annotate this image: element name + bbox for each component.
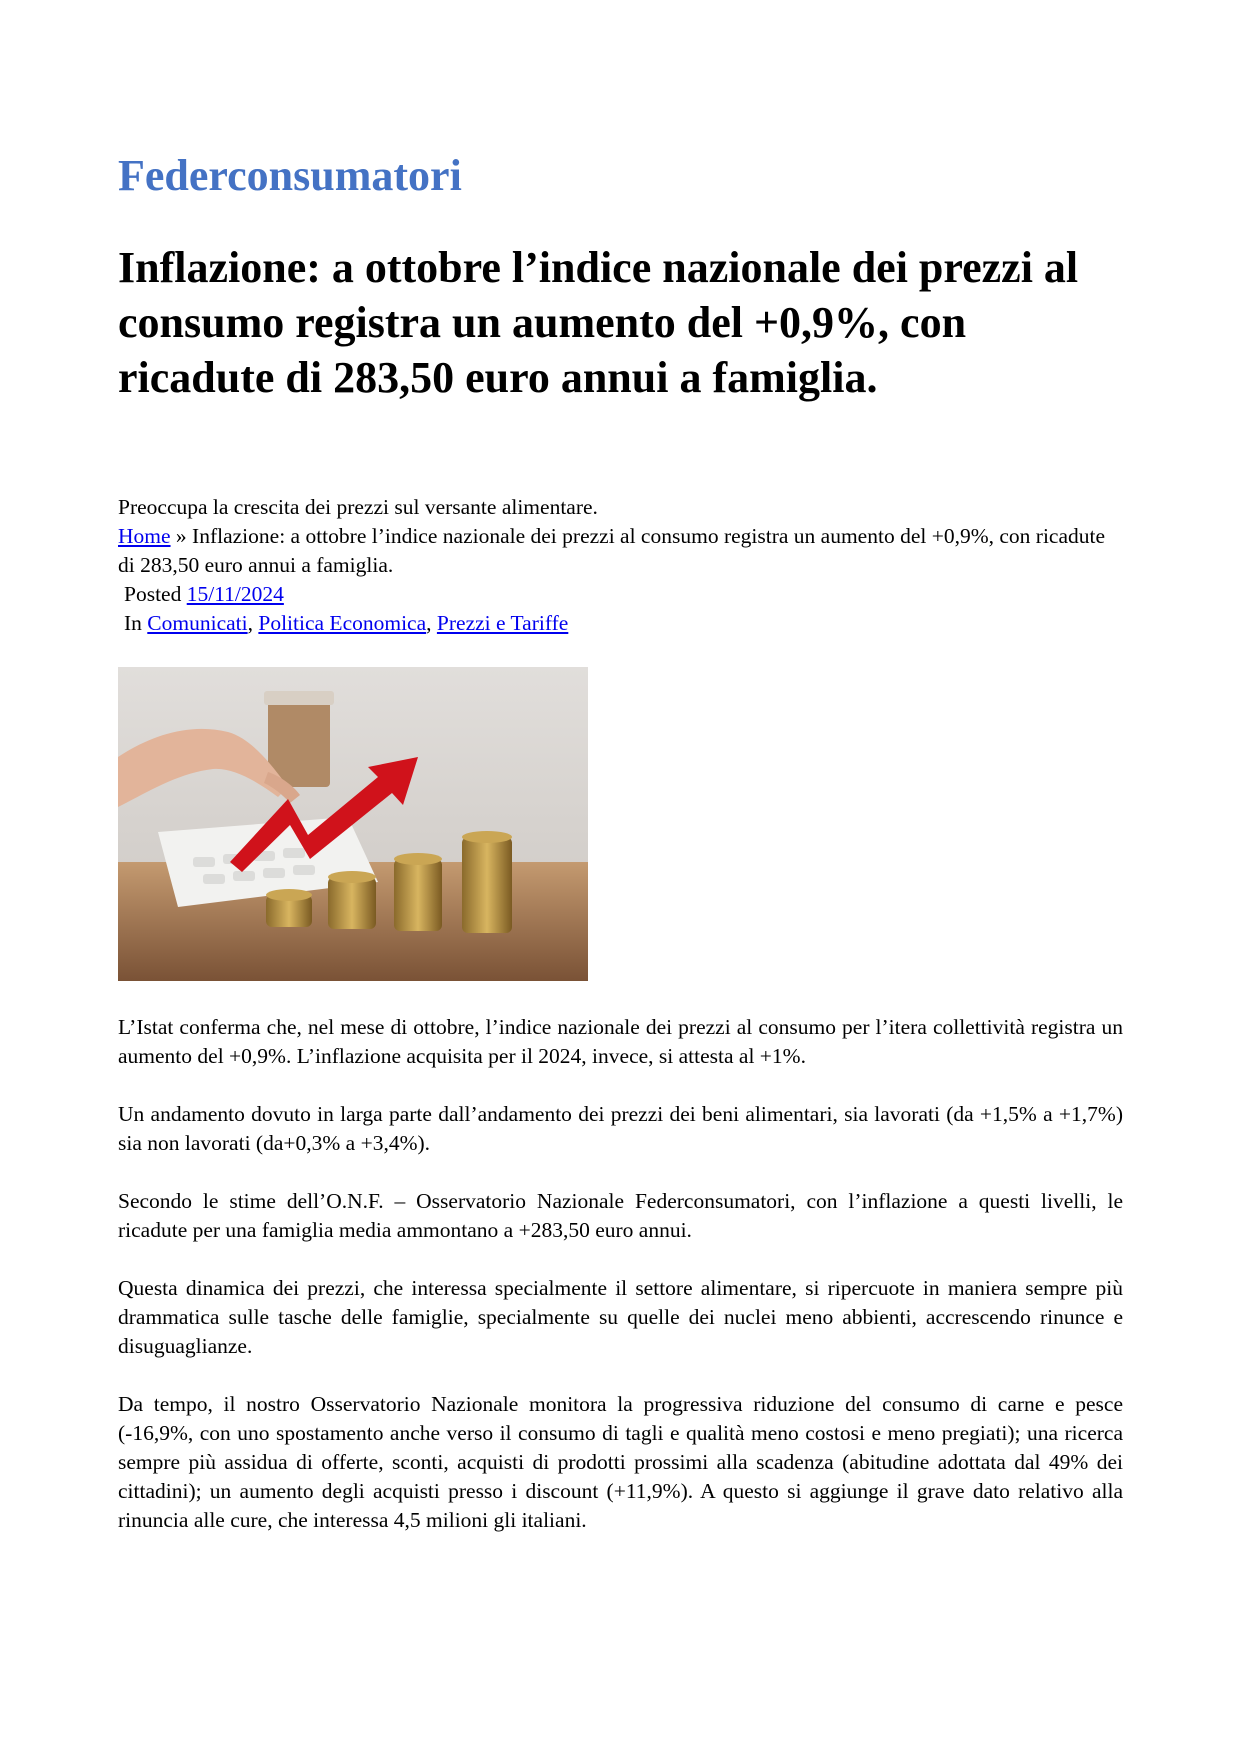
- body-paragraph: L’Istat conferma che, nel mese di ottobre, l’indice nazionale dei prezzi al consumo per l’itera collettività registra un aumento del +0,9%. L’inflazione acquisita per il 2024, invece, si attesta al +1%.: [118, 1015, 1123, 1068]
- posted-label: Posted: [124, 582, 187, 606]
- breadcrumb-separator: »: [170, 524, 193, 548]
- breadcrumb: [118, 522, 1123, 580]
- inflation-illustration: [118, 667, 588, 981]
- body-paragraph: Da tempo, il nostro Osservatorio Nazionale monitora la progressiva riduzione del consumo di carne e pesce (-16,9%, con uno spostamento anche verso il consumo di tagli e qualità meno costosi e meno pregiati); una ricerca sempre più assidua di offerte, sconti, acquisti di prodotti prossimi alla scadenza (abitudine adottata dal 49% dei cittadini); un aumento degli acquisti presso i discount (+11,9%). A questo si aggiunge il grave dato relativo alla rinuncia alle cure, che interessa 4,5 milioni gli italiani.: [118, 1392, 1123, 1532]
- categories-line: [118, 609, 1123, 638]
- article-title: Inflazione: a ottobre l’indice nazionale dei prezzi al consumo registra un aumento del +0,9%, con ricadute di 283,50 euro annui a famiglia.: [118, 243, 1079, 402]
- article-body: [118, 1013, 1123, 1564]
- body-paragraph: Un andamento dovuto in larga parte dall’andamento dei prezzi dei beni alimentari, sia lavorati (da +1,5% a +1,7%) sia non lavorati (da+0,3% a +3,4%).: [118, 1102, 1123, 1155]
- breadcrumb-home-link[interactable]: Home: [118, 524, 171, 548]
- brand-title: Federconsumatori: [118, 151, 462, 200]
- posted-line: [118, 580, 1123, 609]
- body-paragraph: Secondo le stime dell’O.N.F. – Osservatorio Nazionale Federconsumatori, con l’inflazione a questi livelli, le ricadute per una famiglia media ammontano a +283,50 euro annui.: [118, 1189, 1123, 1242]
- categories-label: In: [124, 611, 148, 635]
- posted-date-link[interactable]: 15/11/2024: [186, 582, 284, 606]
- category-link-comunicati[interactable]: Comunicati: [147, 611, 248, 635]
- category-link-politica-economica[interactable]: Politica Economica: [258, 611, 427, 635]
- article-meta: [118, 493, 1123, 638]
- category-link-prezzi-e-tariffe[interactable]: Prezzi e Tariffe: [436, 611, 569, 635]
- article-image: [118, 667, 588, 981]
- category-separator: ,: [426, 611, 437, 635]
- breadcrumb-current: Inflazione: a ottobre l’indice nazionale dei prezzi al consumo registra un aumento del +0,9%, con ricadute di 283,50 euro annui a famiglia.: [118, 524, 1106, 577]
- article-subtitle: Preoccupa la crescita dei prezzi sul versante alimentare.: [118, 495, 598, 519]
- body-paragraph: Questa dinamica dei prezzi, che interessa specialmente il settore alimentare, si ripercuote in maniera sempre più drammatica sulle tasche delle famiglie, specialmente su quelle dei nuclei meno abbienti, accrescendo rinunce e disuguaglianze.: [118, 1276, 1123, 1358]
- category-separator: ,: [247, 611, 259, 635]
